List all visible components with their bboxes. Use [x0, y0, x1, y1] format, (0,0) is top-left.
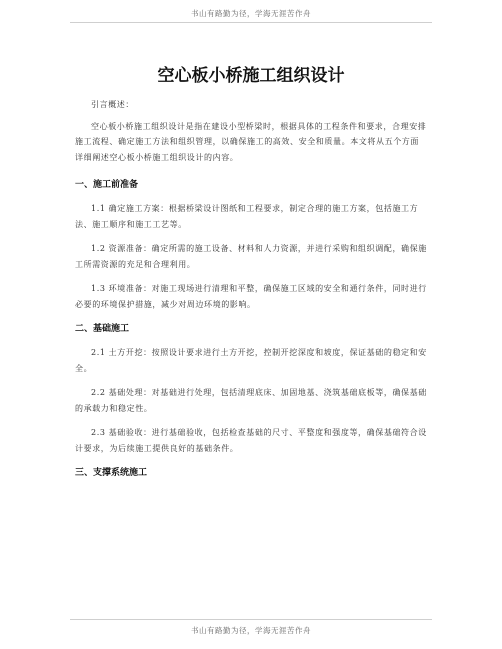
- document-body: [75, 93, 427, 480]
- page-footer: 书山有路勤为径，学海无涯苦作舟: [191, 626, 311, 635]
- section-heading-2: 二、基础施工: [75, 324, 130, 334]
- section-heading-3: 三、支撑系统施工: [75, 468, 148, 478]
- paragraph-1-1: 1.1 确定施工方案：根据桥梁设计图纸和工程要求，制定合理的施工方案，包括施工方法、施工顺序和施工工艺等。: [75, 204, 419, 229]
- intro-paragraph: 空心板小桥施工组织设计是指在建设小型桥梁时，根据具体的工程条件和要求，合理安排施工流程、确定施工方法和组织管理，以确保施工的高效、安全和质量。本文将从五个方面详细阐述空心板小桥施工组织设计的内容。: [75, 121, 427, 162]
- page-header: 书山有路勤为径，学海无涯苦作舟: [191, 9, 311, 18]
- paragraph-1-3: 1.3 环境准备：对施工现场进行清理和平整，确保施工区域的安全和通行条件，同时进行必要的环境保护措施，减少对周边环境的影响。: [75, 284, 427, 309]
- paragraph-2-1: 2.1 土方开挖：按照设计要求进行土方开挖，控制开挖深度和坡度，保证基础的稳定和安全。: [75, 348, 427, 373]
- footer-divider: [70, 619, 432, 620]
- intro-label: 引言概述：: [91, 100, 134, 109]
- paragraph-2-2: 2.2 基础处理：对基础进行处理，包括清理底床、加固地基、浇筑基础底板等，确保基础的承载力和稳定性。: [75, 388, 427, 413]
- paragraph-2-3: 2.3 基础验收：进行基础验收，包括检查基础的尺寸、平整度和强度等，确保基础符合设计要求，为后续施工提供良好的基础条件。: [75, 428, 427, 453]
- document-title: 空心板小桥施工组织设计: [157, 66, 345, 86]
- section-heading-1: 一、施工前准备: [75, 180, 139, 190]
- paragraph-1-2: 1.2 资源准备：确定所需的施工设备、材料和人力资源，并进行采购和组织调配，确保施工所需资源的充足和合理利用。: [75, 244, 427, 269]
- header-divider: [70, 22, 432, 23]
